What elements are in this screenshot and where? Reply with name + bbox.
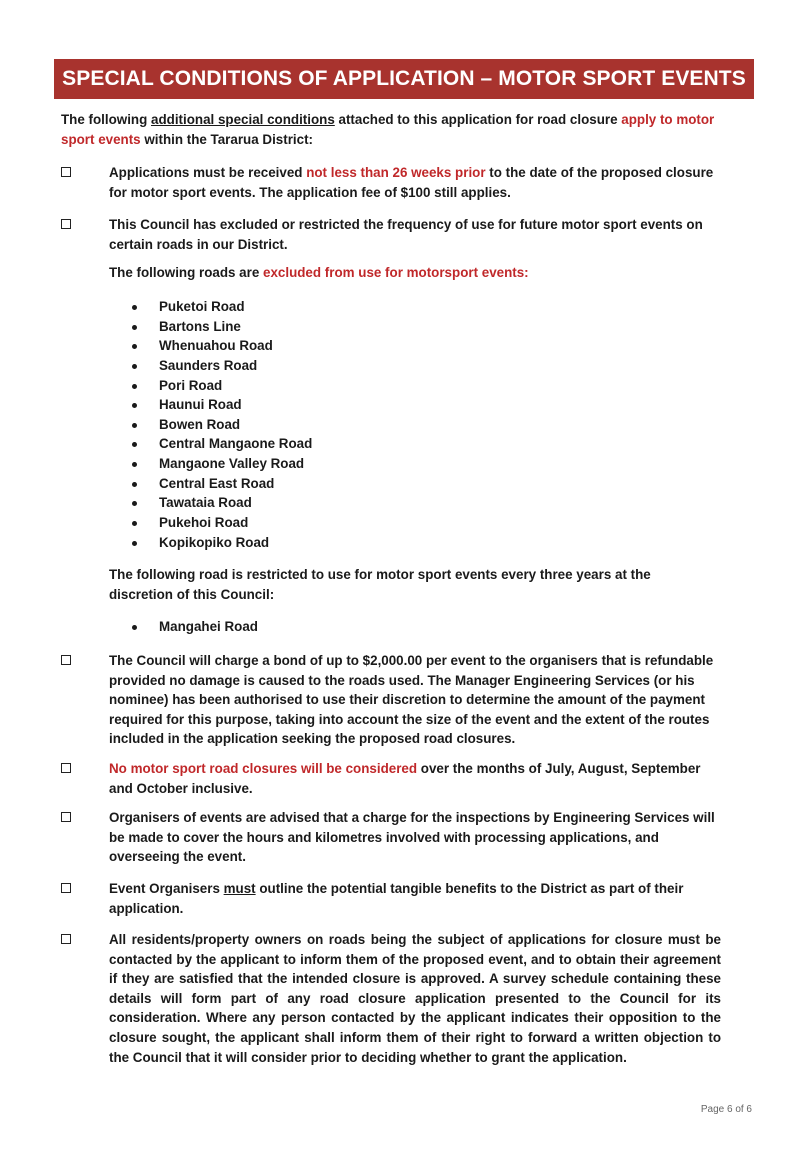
list-item: Mangaone Valley Road bbox=[132, 454, 312, 474]
list-item: Tawataia Road bbox=[132, 493, 312, 513]
page-number: Page 6 of 6 bbox=[700, 1104, 752, 1115]
list-item: Haunui Road bbox=[132, 395, 312, 415]
list-item: Mangahei Road bbox=[132, 617, 258, 637]
condition-underlined: must bbox=[223, 881, 256, 896]
intro-text: The following bbox=[61, 112, 152, 127]
excluded-roads-heading: The following roads are excluded from use for motorsport events: bbox=[109, 265, 529, 280]
intro-underlined: additional special conditions bbox=[151, 112, 335, 127]
intro-text: within the Tararua District: bbox=[140, 131, 313, 147]
condition-text: Event Organisers must outline the potential tangible benefits to the District as part of their application. bbox=[109, 881, 684, 916]
checkbox[interactable] bbox=[61, 763, 71, 773]
restricted-roads-heading: The following road is restricted to use for motor sport events every three years at the discretion of this Council: bbox=[109, 567, 651, 602]
condition-highlight: No motor sport road closures will be considered bbox=[109, 761, 418, 776]
list-item: Puketoi Road bbox=[132, 297, 312, 317]
condition-text: No motor sport road closures will be considered over the months of July, August, September and October inclusive. bbox=[109, 761, 701, 796]
excluded-roads-list bbox=[132, 297, 312, 552]
condition-text: Organisers of events are advised that a charge for the inspections by Engineering Services will be made to cover the hours and kilometres involved with processing applications, and overseeing the event. bbox=[109, 810, 715, 865]
restricted-roads-list bbox=[132, 617, 258, 637]
intro-text: attached to this application for road closure bbox=[334, 112, 622, 127]
checkbox[interactable] bbox=[61, 934, 71, 944]
checkbox[interactable] bbox=[61, 883, 71, 893]
condition-text: This Council has excluded or restricted the frequency of use for future motor sport events on certain roads in our District. bbox=[109, 217, 703, 252]
list-item: Saunders Road bbox=[132, 356, 312, 376]
condition-highlight: not less than 26 weeks prior bbox=[306, 165, 486, 180]
condition-text: All residents/property owners on roads being the subject of applications for closure must be contacted by the applicant to inform them of the proposed event, and to obtain their agreement if they are satisfied that the intended closure is approved. A survey schedule containing these details will form part of any road closure application presented to the Council for its consideration. Where any person contacted by the applicant indicates their opposition to the closure sought, the applicant shall inform them of their right to forward a written objection to the Council that it will consider prior to deciding whether to grant the application. bbox=[109, 932, 721, 1065]
intro-paragraph bbox=[61, 110, 731, 149]
excluded-highlight: excluded from use for motorsport events: bbox=[263, 265, 529, 280]
checkbox[interactable] bbox=[61, 167, 71, 177]
condition-text: Applications must be received not less than 26 weeks prior to the date of the proposed closure for motor sport events. The application fee of $100 still applies. bbox=[109, 165, 714, 200]
list-item: Pukehoi Road bbox=[132, 513, 312, 533]
checkbox[interactable] bbox=[61, 655, 71, 665]
title-banner bbox=[54, 59, 754, 99]
page-title: SPECIAL CONDITIONS OF APPLICATION – MOTOR SPORT EVENTS bbox=[62, 67, 746, 90]
list-item: Whenuahou Road bbox=[132, 336, 312, 356]
list-item: Pori Road bbox=[132, 376, 312, 396]
intro-highlight: apply to motor sport events bbox=[61, 112, 715, 147]
checkbox[interactable] bbox=[61, 219, 71, 229]
checkbox[interactable] bbox=[61, 812, 71, 822]
list-item: Bowen Road bbox=[132, 415, 312, 435]
list-item: Central East Road bbox=[132, 474, 312, 494]
condition-text: The Council will charge a bond of up to $2,000.00 per event to the organisers that is refundable provided no damage is caused to the roads used. The Manager Engineering Services (or his nominee) has been authorised to use their discretion to determine the amount of the payment required for this purpose, taking into account the size of the event and the extent of the routes included in the application seeking the proposed road closures. bbox=[109, 653, 714, 747]
list-item: Bartons Line bbox=[132, 317, 312, 337]
list-item: Central Mangaone Road bbox=[132, 434, 312, 454]
list-item: Kopikopiko Road bbox=[132, 533, 312, 553]
